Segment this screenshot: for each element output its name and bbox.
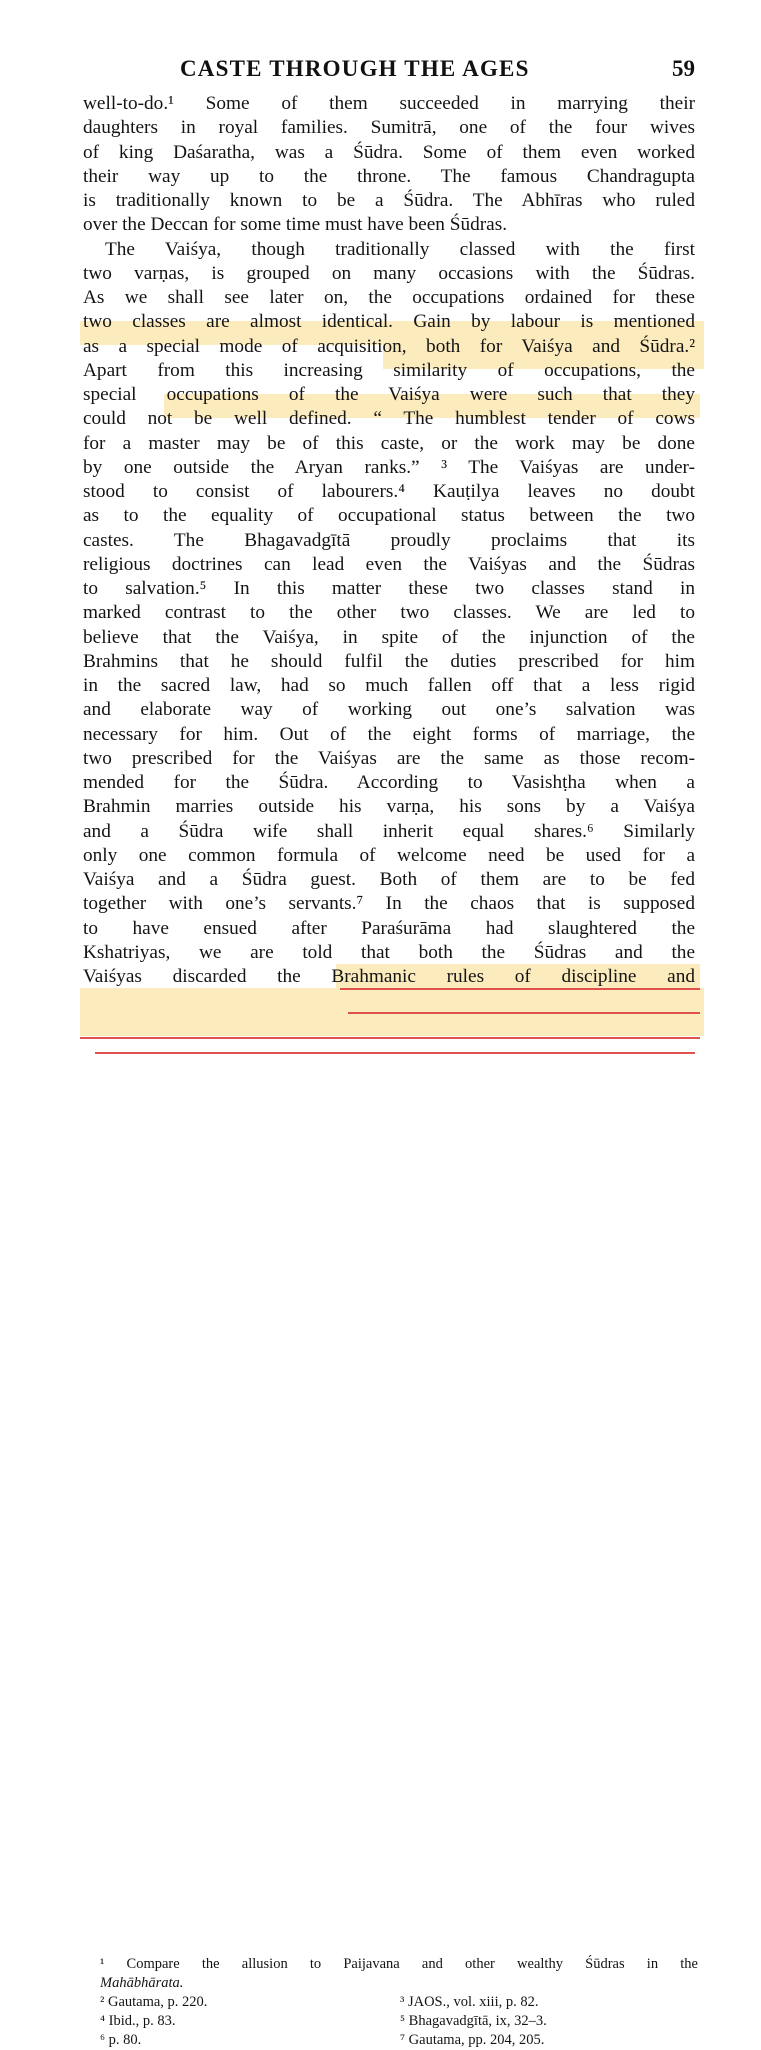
footnote-3: ³ JAOS., vol. xiii, p. 82. (400, 1994, 539, 2011)
footnote-1-line-1: ¹ Compare the allusion to Paijavana and other wealthy Śūdras in the (100, 1956, 698, 1973)
text-line: Vaiśya and a Śūdra guest. Both of them are to be fed (83, 869, 695, 890)
highlight-mark (80, 988, 704, 1012)
text-line: is traditionally known to be a Śūdra. The Abhīras who ruled (83, 190, 695, 211)
text-line: religious doctrines can lead even the Vaiśyas and the Śūdras (83, 553, 695, 575)
text-line: and elaborate way of working out one’s salvation was (83, 699, 695, 721)
text-line: to have ensued after Paraśurāma had slaughtered the (83, 917, 695, 939)
text-line: together with one’s servants.⁷ In the chaos that is supposed (83, 893, 695, 915)
footnote-separator (95, 1052, 695, 1054)
text-line: marked contrast to the other two classes. We are led to (83, 602, 695, 624)
text-line: by one outside the Aryan ranks.” ³ The Vaiśyas are under- (83, 456, 695, 478)
paragraph-start-line: The Vaiśya, though traditionally classed with the first (105, 238, 695, 260)
text-line: as to the equality of occupational status between the two (83, 505, 695, 527)
text-line: could not be well defined. “ The humblest tender of cows (83, 408, 695, 430)
text-line: Apart from this increasing similarity of occupations, the (83, 359, 695, 381)
text-line: daughters in royal families. Sumitrā, one of the four wives (83, 117, 695, 139)
text-line: in the sacred law, had so much fallen off that a less rigid (83, 675, 695, 696)
text-line: only one common formula of welcome need be used for a (83, 844, 695, 866)
body-text (83, 92, 695, 989)
text-line: As we shall see later on, the occupations ordained for these (83, 287, 695, 308)
footnote-7: ⁷ Gautama, pp. 204, 205. (400, 2032, 545, 2049)
text-line: necessary for him. Out of the eight forms of marriage, the (83, 723, 695, 745)
footnote-row (100, 1993, 698, 2012)
text-line: Vaiśyas discarded the Brahmanic rules of discipline and (83, 966, 695, 987)
text-line: Brahmins that he should fulfil the duties prescribed for him (83, 650, 695, 672)
red-underline (348, 1012, 700, 1014)
page-number: 59 (672, 56, 695, 81)
footnote-4: ⁴ Ibid., p. 83. (100, 2013, 176, 2030)
red-underline (80, 1037, 700, 1039)
running-title: CASTE THROUGH THE AGES (180, 56, 530, 81)
text-line: castes. The Bhagavadgītā proudly proclaims that its (83, 529, 695, 551)
text-line: Kshatriyas, we are told that both the Śūdras and the (83, 941, 695, 963)
text-line: two prescribed for the Vaiśyas are the same as those recom- (83, 747, 695, 769)
text-line: two classes are almost identical. Gain by labour is mentioned (83, 311, 695, 333)
text-line: over the Deccan for some time must have been Śūdras. (83, 214, 508, 236)
footnote-row (100, 2031, 698, 2050)
footnote-5: ⁵ Bhagavadgītā, ix, 32–3. (400, 2013, 547, 2030)
text-line: two varṇas, is grouped on many occasions with the Śūdras. (83, 262, 695, 284)
text-line: to salvation.⁵ In this matter these two classes stand in (83, 578, 695, 599)
footnote-2: ² Gautama, p. 220. (100, 1994, 208, 2011)
page-header (0, 52, 761, 84)
text-line: believe that the Vaiśya, in spite of the injunction of the (83, 626, 695, 648)
text-line: stood to consist of labourers.⁴ Kauṭilya leaves no doubt (83, 481, 695, 502)
text-line: and a Śūdra wife shall inherit equal shares.⁶ Similarly (83, 820, 695, 842)
text-line: for a master may be of this caste, or the work may be done (83, 432, 695, 454)
footnote-row (100, 2012, 698, 2031)
text-line: as a special mode of acquisition, both for Vaiśya and Śūdra.² (83, 335, 695, 357)
text-line: well-to-do.¹ Some of them succeeded in marrying their (83, 93, 695, 114)
text-line: Brahmin marries outside his varṇa, his sons by a Vaiśya (83, 796, 695, 818)
text-line: special occupations of the Vaiśya were such that they (83, 384, 695, 405)
highlight-mark (80, 1012, 704, 1036)
text-line: their way up to the throne. The famous Chandragupta (83, 165, 695, 187)
text-line: mended for the Śūdra. According to Vasishṭha when a (83, 772, 695, 793)
text-line: of king Daśaratha, was a Śūdra. Some of them even worked (83, 141, 695, 163)
footnotes (100, 1955, 698, 2050)
footnote-6: ⁶ p. 80. (100, 2032, 142, 2049)
footnote-1-line-2: Mahābhārata. (100, 1975, 184, 1992)
